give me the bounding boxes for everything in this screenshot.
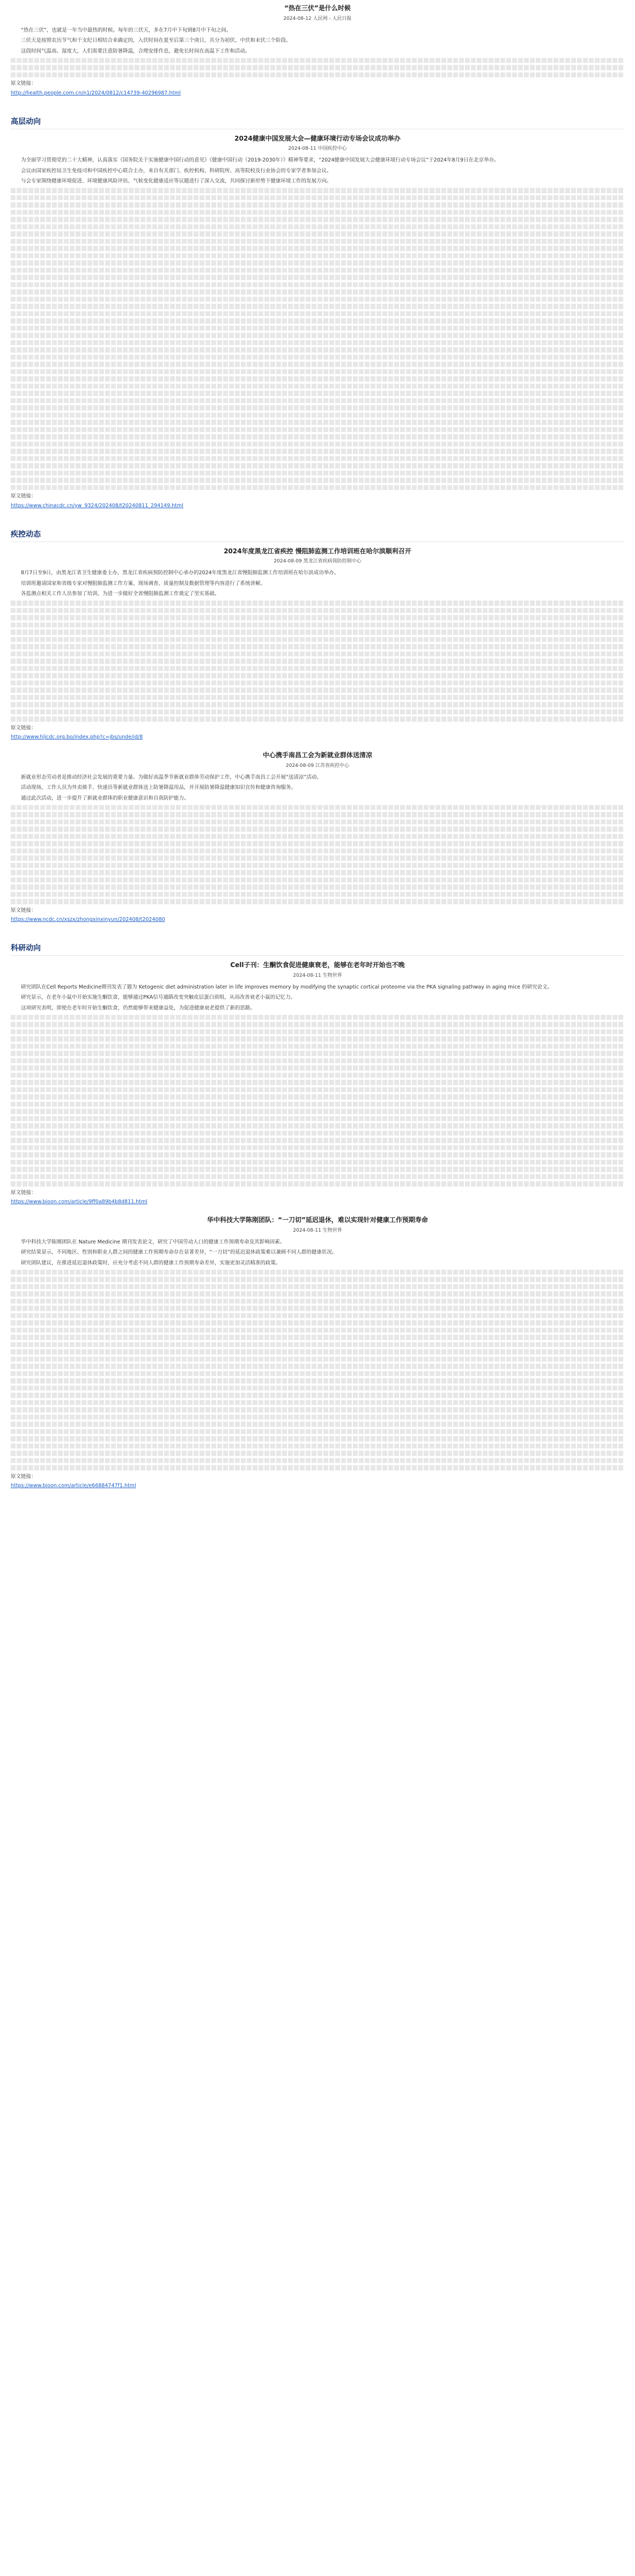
text-block: [11, 1138, 624, 1143]
text-block: [11, 246, 624, 251]
text-block: [11, 1102, 624, 1107]
text-block: [11, 224, 624, 230]
text-block: [11, 239, 624, 244]
text-block: [11, 666, 624, 671]
article-paragraph: 与会专家围绕健康环境促进、环境健康风险评估、气候变化健康适应等议题进行了深入交流，共同探讨新形势下健康环境工作的发展方向。: [21, 178, 332, 185]
text-block: [11, 644, 624, 649]
text-block: [11, 369, 624, 375]
text-block: [11, 456, 624, 462]
text-block: [11, 1131, 624, 1136]
source-link-label: 原文链接：: [11, 1189, 36, 1196]
article-paragraph: 为全面学习贯彻党的二十大精神，认真落实《国务院关于实施健康中国行动的意见》《健康中国行动（2019-2030年）》精神等要求，“2024健康中国发展大会健康环境行动专场会议”于2024年8月9日在北京举办。: [21, 157, 499, 164]
article-date: 2024-08-12 人民网 - 人民日报: [283, 16, 352, 21]
text-block: [11, 1436, 624, 1441]
text-block: [11, 1036, 624, 1042]
text-block: [11, 1181, 624, 1187]
text-block: [11, 195, 624, 201]
text-block: [11, 442, 624, 447]
article-paragraph: 各监测点相关工作人员参加了培训，为进一步做好全省慢阻肺监测工作奠定了坚实基础。: [21, 591, 220, 597]
text-block: [11, 702, 624, 707]
text-block: [11, 1123, 624, 1129]
text-block: [11, 848, 624, 854]
text-block: [11, 1328, 624, 1333]
source-link-label: 原文链接：: [11, 724, 36, 731]
article-workers-cooling: [11, 750, 624, 930]
article-title: 华中科技大学陈刚团队：“一刀切”延迟退休，难以实现针对健康工作预期寿命: [207, 1216, 428, 1224]
text-block: [11, 311, 624, 317]
article-paragraph: 三伏天是按照农历节气和干支纪日相结合来确定的，入伏时间在夏至后第三个庚日，共分为初伏、中伏和末伏三个阶段。: [21, 38, 291, 44]
text-block: [11, 1051, 624, 1056]
article-title: “热在三伏”是什么时候: [284, 4, 351, 12]
text-block: [11, 1349, 624, 1355]
text-block: [11, 695, 624, 700]
text-block: [11, 297, 624, 302]
text-block: [11, 1371, 624, 1377]
article-date: 2024-08-09 江苏省疾控中心: [285, 763, 350, 769]
text-block: [11, 1357, 624, 1362]
article-paragraph: 活动现场，工作人员为外卖骑手、快递员等新就业群体送上防暑降温用品，并开展防暑降温健康知识宣传和健康咨询服务。: [21, 785, 297, 791]
section-heading: 疾控动态: [11, 529, 624, 542]
text-block: [11, 253, 624, 259]
text-block: [11, 841, 624, 846]
text-block: [11, 347, 624, 353]
text-block: [11, 1116, 624, 1122]
article-health-environment: [11, 134, 624, 516]
text-block: [11, 1415, 624, 1420]
article-sanfu: [11, 3, 624, 103]
article-paragraph: 华中科技大学陈刚团队在 Nature Medicine 期刊发表论文，研究了中国劳动人口的健康工作预期寿命及其影响因素。: [21, 1239, 285, 1245]
text-block: [11, 427, 624, 433]
text-block: [11, 1044, 624, 1049]
text-block: [11, 202, 624, 208]
text-block: [11, 1058, 624, 1064]
text-block: [11, 362, 624, 367]
text-block: [11, 658, 624, 664]
article-paragraph: 8月7日至9日，由黑龙江省卫生健康委主办，黑龙江省疾病预防控制中心承办的2024年度黑龙江省慢阻肺监测工作培训班在哈尔滨成功举办。: [21, 570, 339, 576]
text-block: [11, 877, 624, 883]
text-block: [11, 1386, 624, 1391]
article-date: 2024-08-09 黑龙江省疾病预防控制中心: [274, 559, 361, 565]
text-block: [11, 1015, 624, 1020]
text-block: [11, 630, 624, 635]
text-block: [11, 1422, 624, 1427]
source-link-label: 原文链接：: [11, 1473, 36, 1480]
text-block: [11, 217, 624, 222]
text-block: [11, 1444, 624, 1449]
text-block: [11, 1270, 624, 1275]
source-link[interactable]: https://www.bioon.com/article/e66884747f1.html: [11, 1483, 136, 1489]
text-block: [11, 1152, 624, 1158]
text-block: [11, 623, 624, 628]
article-copd-training: [11, 546, 624, 748]
text-block: [11, 680, 624, 686]
text-block: [11, 1407, 624, 1413]
text-block: [11, 376, 624, 382]
source-link-label: 原文链接：: [11, 493, 36, 500]
article-paragraph: 通过此次活动，进一步提升了新就业群体的职业健康意识和自我防护能力。: [21, 795, 189, 801]
article-paragraph: 培训班邀请国家和省级专家对慢阻肺监测工作方案、现场调查、质量控制及数据管理等内容进行了系统讲解。: [21, 580, 266, 587]
text-block: [11, 834, 624, 839]
text-block: [11, 333, 624, 338]
text-block: [11, 355, 624, 360]
text-block: [11, 615, 624, 620]
text-block: [11, 1320, 624, 1326]
news-digest-page: [0, 3, 635, 2576]
text-block: [11, 65, 624, 70]
article-title: 中心携手南昌工会为新就业群体送清凉: [262, 751, 372, 759]
text-block: [11, 1160, 624, 1165]
text-block: [11, 819, 624, 825]
text-block: [11, 1429, 624, 1435]
text-block: [11, 608, 624, 613]
article-date: 2024-08-11 生物世界: [293, 1227, 342, 1233]
text-block: [11, 449, 624, 454]
text-block: [11, 1080, 624, 1085]
text-block: [11, 434, 624, 440]
text-block: [11, 260, 624, 266]
text-block: [11, 413, 624, 418]
article-date: 2024-08-11 生物世界: [293, 972, 342, 978]
article-paragraph: 新就业形态劳动者是推动经济社会发展的重要力量。为做好高温季节新就业群体劳动保护工作，中心携手南昌工会开展“送清凉”活动。: [21, 774, 322, 780]
source-link[interactable]: http://www.hljcdc.org.bo/index.php?c=jbs/unde/id/8: [11, 734, 143, 741]
text-block: [11, 1378, 624, 1384]
text-block: [11, 275, 624, 280]
source-link-label: 原文链接：: [11, 80, 36, 87]
text-block: [11, 398, 624, 404]
article-title: 2024健康中国发展大会—健康环境行动专场会议成功举办: [234, 134, 401, 142]
text-block: [11, 1291, 624, 1297]
section-heading: 高层动向: [11, 116, 624, 129]
text-block: [11, 485, 624, 491]
text-block: [11, 58, 624, 63]
text-block: [11, 1393, 624, 1398]
source-link[interactable]: http://health.people.com.cn/n1/2024/0812/c14739-40296987.html: [11, 90, 181, 96]
article-paragraph: 这项研究表明，即使在老年时开始生酮饮食，仍然能够带来健康益处，为促进健康衰老提供了新的思路。: [21, 1005, 256, 1011]
text-block: [11, 716, 624, 722]
text-block: [11, 420, 624, 425]
text-block: [11, 709, 624, 715]
text-block: [11, 1087, 624, 1093]
section-heading: 科研动向: [11, 942, 624, 956]
text-block: [11, 892, 624, 897]
article-paragraph: 这段时间气温高、湿度大，人们需要注意防暑降温，合理安排作息，避免长时间在高温下工作和活动。: [21, 48, 250, 54]
text-block: [11, 231, 624, 237]
article-ketogenic-diet: [11, 960, 624, 1212]
text-block: [11, 282, 624, 288]
article-paragraph: 研究团队在Cell Reports Medicine期刊发表了题为 Ketogenic diet administration later in life improves memory by modifying the synaptic cortical proteome via the PKA signaling pathway in aging mice 的研究论文。: [21, 984, 553, 990]
text-block: [11, 1109, 624, 1114]
text-block: [11, 326, 624, 331]
text-block: [11, 304, 624, 309]
text-block: [11, 1094, 624, 1100]
text-block: [11, 1465, 624, 1470]
text-block: [11, 405, 624, 411]
text-block: [11, 1065, 624, 1071]
text-block: [11, 812, 624, 817]
article-paragraph: 研究结果显示，不同地区、性别和职业人群之间的健康工作预期寿命存在显著差异，“一刀切”的延迟退休政策难以兼顾不同人群的健康状况。: [21, 1249, 337, 1256]
text-block: [11, 268, 624, 273]
text-block: [11, 601, 624, 606]
text-block: [11, 1299, 624, 1304]
text-block: [11, 637, 624, 642]
text-block: [11, 471, 624, 476]
text-block: [11, 863, 624, 868]
text-block: [11, 884, 624, 890]
text-block: [11, 1277, 624, 1282]
text-block: [11, 340, 624, 346]
text-block: [11, 855, 624, 861]
text-block: [11, 210, 624, 215]
text-block: [11, 1306, 624, 1311]
text-block: [11, 673, 624, 678]
text-block: [11, 463, 624, 469]
article-title: 2024年度黑龙江省疾控 慢阻肺监测工作培训班在哈尔滨顺利召开: [224, 547, 411, 555]
text-block: [11, 1313, 624, 1319]
source-link-label: 原文链接：: [11, 907, 36, 913]
text-block: [11, 1342, 624, 1348]
source-link[interactable]: https://www.bioon.com/article/9ff0a89b4b8d811.html: [11, 1199, 147, 1205]
article-title: Cell子刊：生酮饮食促进健康衰老，能够在老年时开始也不晚: [230, 961, 405, 969]
article-paragraph: 研究显示，在老年小鼠中开始实施生酮饮食，能够通过PKA信号通路改变突触皮层蛋白质组，从而改善衰老小鼠的记忆力。: [21, 994, 296, 1001]
text-block: [11, 899, 624, 904]
text-block: [11, 1400, 624, 1406]
text-block: [11, 384, 624, 389]
text-block: [11, 687, 624, 693]
text-block: [11, 1284, 624, 1290]
text-block: [11, 1451, 624, 1456]
source-link[interactable]: https://www.ncdc.cn/xszx/zhongxinxinyun/202408/t2024080: [11, 917, 165, 923]
text-block: [11, 1335, 624, 1340]
text-block: [11, 478, 624, 483]
text-block: [11, 1073, 624, 1078]
article-paragraph: 研究团队建议，在推进延迟退休政策时，应充分考虑不同人群的健康工作预期寿命差异，实施更加灵活精准的政策。: [21, 1260, 281, 1266]
article-retirement-study: [11, 1215, 624, 1496]
text-block: [11, 289, 624, 295]
source-link[interactable]: https://www.chinacdc.cn/yw_9324/202408/t20240811_294149.html: [11, 502, 183, 509]
text-block: [11, 1022, 624, 1027]
text-block: [11, 72, 624, 78]
text-block: [11, 1145, 624, 1151]
text-block: [11, 870, 624, 875]
text-block: [11, 391, 624, 396]
text-block: [11, 1174, 624, 1180]
text-block: [11, 652, 624, 657]
article-paragraph: 会议由国家疾控局卫生免疫司和中国疾控中心联合主办，来自有关部门、疾控机构、科研院所、高等院校及行业协会的专家学者参加会议。: [21, 167, 332, 174]
article-paragraph: “热在三伏”，也就是一年当中最热的时候。每年的三伏天，多在7月中下旬到8月中下旬之间。: [21, 27, 232, 33]
text-block: [11, 188, 624, 193]
text-block: [11, 805, 624, 810]
article-date: 2024-08-11 中国疾控中心: [288, 146, 347, 152]
text-block: [11, 826, 624, 832]
text-block: [11, 1364, 624, 1369]
text-block: [11, 1458, 624, 1463]
text-block: [11, 1167, 624, 1172]
text-block: [11, 318, 624, 324]
text-block: [11, 1029, 624, 1035]
